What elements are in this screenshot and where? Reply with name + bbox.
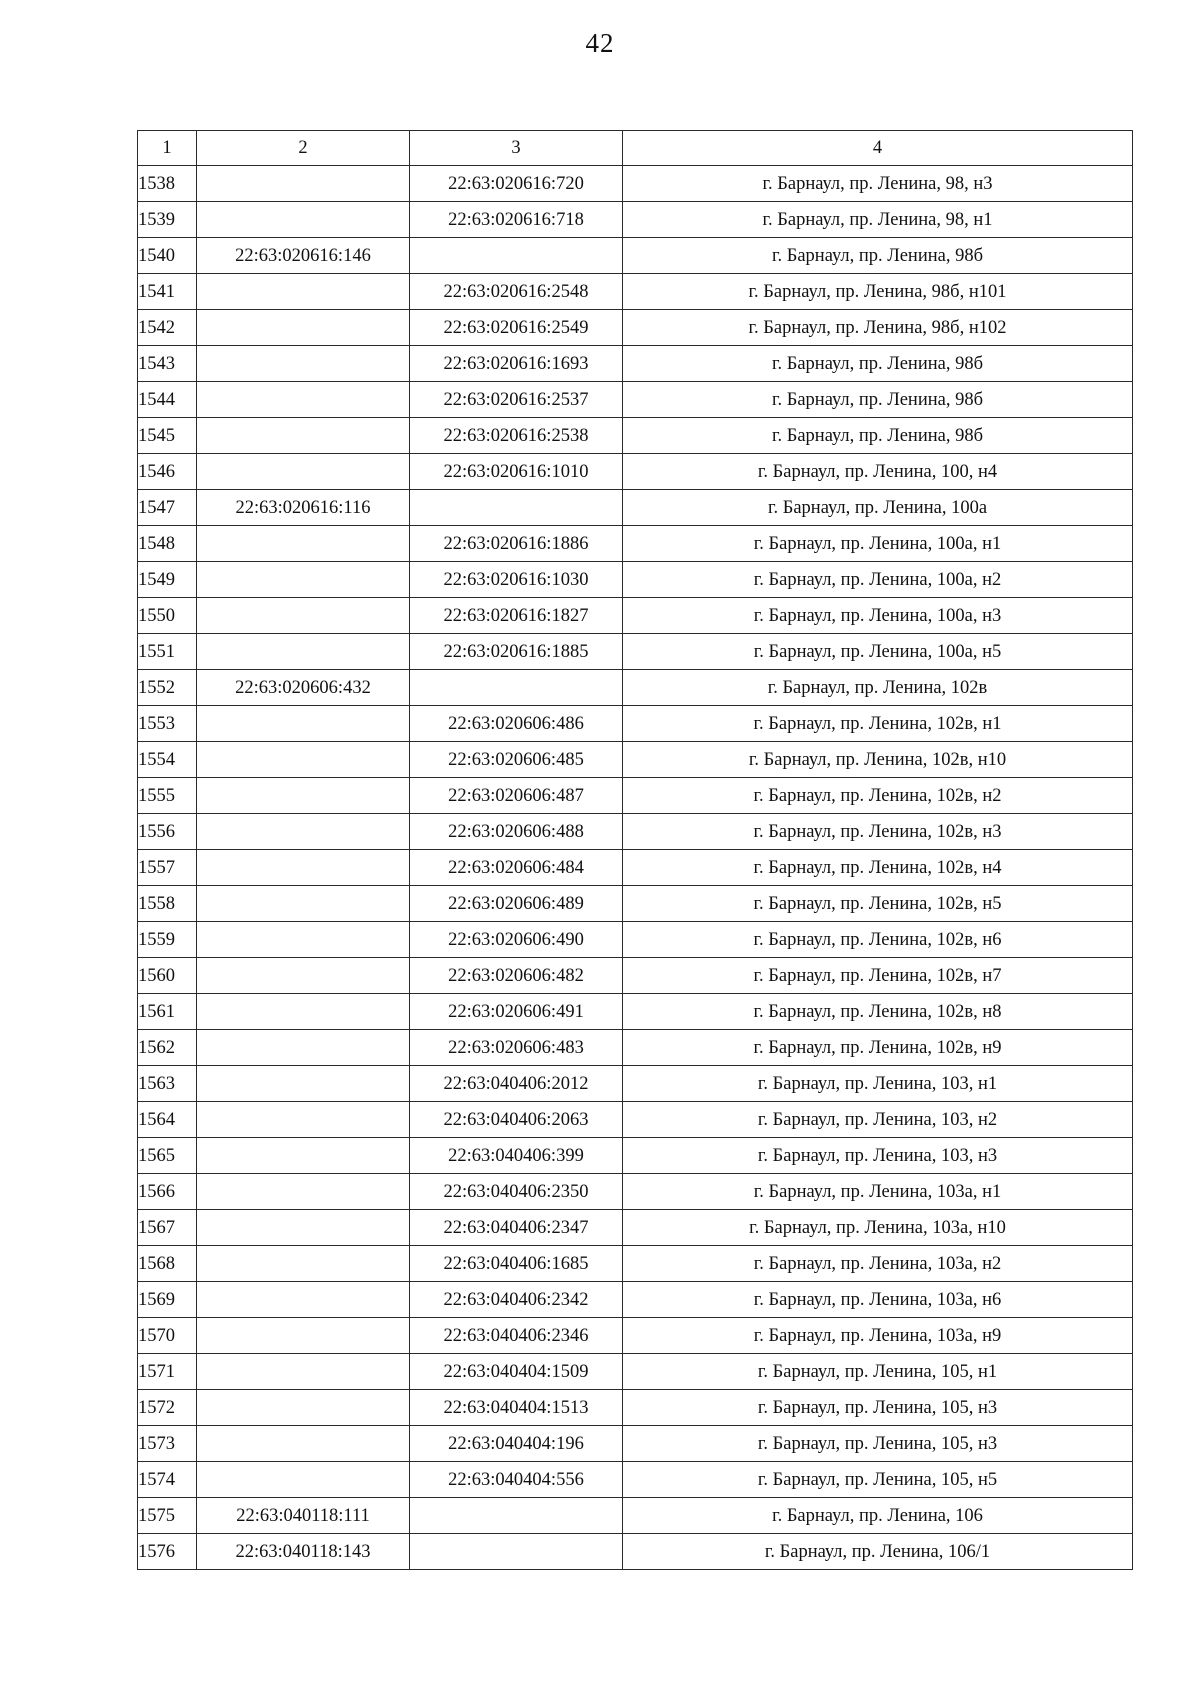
row-number-cell: 1550: [138, 598, 197, 634]
table-row: [138, 886, 1133, 922]
table-row: [138, 1066, 1133, 1102]
address-cell: г. Барнаул, пр. Ленина, 102в, н3: [623, 814, 1133, 850]
object-cadastral-number-cell: 22:63:020616:1886: [410, 526, 623, 562]
table-row: [138, 1102, 1133, 1138]
land-parcel-cadastral-number-cell: [197, 1210, 410, 1246]
address-cell: г. Барнаул, пр. Ленина, 106/1: [623, 1534, 1133, 1570]
row-number-cell: 1546: [138, 454, 197, 490]
object-cadastral-number-cell: 22:63:020616:1885: [410, 634, 623, 670]
address-cell: г. Барнаул, пр. Ленина, 102в: [623, 670, 1133, 706]
land-parcel-cadastral-number-cell: [197, 1138, 410, 1174]
table-row: [138, 526, 1133, 562]
table-row: [138, 346, 1133, 382]
table-row: [138, 1030, 1133, 1066]
land-parcel-cadastral-number-cell: [197, 1246, 410, 1282]
address-cell: г. Барнаул, пр. Ленина, 98б: [623, 382, 1133, 418]
row-number-cell: 1556: [138, 814, 197, 850]
object-cadastral-number-cell: 22:63:040406:2012: [410, 1066, 623, 1102]
row-number-cell: 1549: [138, 562, 197, 598]
table-row: [138, 562, 1133, 598]
table-row: [138, 454, 1133, 490]
table-row: [138, 814, 1133, 850]
object-cadastral-number-cell: 22:63:020616:2537: [410, 382, 623, 418]
object-cadastral-number-cell: 22:63:020606:488: [410, 814, 623, 850]
object-cadastral-number-cell: 22:63:020616:1693: [410, 346, 623, 382]
table-row: [138, 418, 1133, 454]
column-header-1: 1: [138, 131, 197, 166]
address-cell: г. Барнаул, пр. Ленина, 102в, н10: [623, 742, 1133, 778]
land-parcel-cadastral-number-cell: 22:63:020616:116: [197, 490, 410, 526]
object-cadastral-number-cell: [410, 238, 623, 274]
land-parcel-cadastral-number-cell: [197, 598, 410, 634]
table-row: [138, 778, 1133, 814]
row-number-cell: 1576: [138, 1534, 197, 1570]
address-cell: г. Барнаул, пр. Ленина, 103, н3: [623, 1138, 1133, 1174]
table-row: [138, 850, 1133, 886]
row-number-cell: 1543: [138, 346, 197, 382]
row-number-cell: 1565: [138, 1138, 197, 1174]
row-number-cell: 1552: [138, 670, 197, 706]
registry-table: [137, 130, 1133, 1570]
table-row: [138, 1354, 1133, 1390]
address-cell: г. Барнаул, пр. Ленина, 102в, н7: [623, 958, 1133, 994]
object-cadastral-number-cell: 22:63:020616:2548: [410, 274, 623, 310]
address-cell: г. Барнаул, пр. Ленина, 98, н1: [623, 202, 1133, 238]
row-number-cell: 1567: [138, 1210, 197, 1246]
address-cell: г. Барнаул, пр. Ленина, 102в, н5: [623, 886, 1133, 922]
address-cell: г. Барнаул, пр. Ленина, 103, н1: [623, 1066, 1133, 1102]
object-cadastral-number-cell: 22:63:020606:487: [410, 778, 623, 814]
table-row: [138, 274, 1133, 310]
address-cell: г. Барнаул, пр. Ленина, 100, н4: [623, 454, 1133, 490]
land-parcel-cadastral-number-cell: [197, 526, 410, 562]
land-parcel-cadastral-number-cell: 22:63:040118:111: [197, 1498, 410, 1534]
row-number-cell: 1544: [138, 382, 197, 418]
row-number-cell: 1548: [138, 526, 197, 562]
object-cadastral-number-cell: 22:63:020616:1030: [410, 562, 623, 598]
address-cell: г. Барнаул, пр. Ленина, 100а, н5: [623, 634, 1133, 670]
address-cell: г. Барнаул, пр. Ленина, 105, н5: [623, 1462, 1133, 1498]
address-cell: г. Барнаул, пр. Ленина, 100а, н2: [623, 562, 1133, 598]
page-number: 42: [585, 28, 615, 58]
table-row: [138, 1282, 1133, 1318]
table-row: [138, 382, 1133, 418]
object-cadastral-number-cell: 22:63:020616:720: [410, 166, 623, 202]
address-cell: г. Барнаул, пр. Ленина, 102в, н6: [623, 922, 1133, 958]
table-row: [138, 670, 1133, 706]
land-parcel-cadastral-number-cell: [197, 1030, 410, 1066]
address-cell: г. Барнаул, пр. Ленина, 103, н2: [623, 1102, 1133, 1138]
table-row: [138, 238, 1133, 274]
address-cell: г. Барнаул, пр. Ленина, 106: [623, 1498, 1133, 1534]
object-cadastral-number-cell: [410, 1498, 623, 1534]
address-cell: г. Барнаул, пр. Ленина, 98б: [623, 238, 1133, 274]
object-cadastral-number-cell: 22:63:020616:2538: [410, 418, 623, 454]
row-number-cell: 1568: [138, 1246, 197, 1282]
table-row: [138, 166, 1133, 202]
row-number-cell: 1573: [138, 1426, 197, 1462]
column-header-2: 2: [197, 131, 410, 166]
land-parcel-cadastral-number-cell: [197, 310, 410, 346]
address-cell: г. Барнаул, пр. Ленина, 105, н3: [623, 1390, 1133, 1426]
table-row: [138, 706, 1133, 742]
table-row: [138, 1318, 1133, 1354]
land-parcel-cadastral-number-cell: [197, 706, 410, 742]
row-number-cell: 1559: [138, 922, 197, 958]
land-parcel-cadastral-number-cell: [197, 1462, 410, 1498]
object-cadastral-number-cell: 22:63:040406:2346: [410, 1318, 623, 1354]
row-number-cell: 1553: [138, 706, 197, 742]
object-cadastral-number-cell: 22:63:020616:2549: [410, 310, 623, 346]
land-parcel-cadastral-number-cell: [197, 1102, 410, 1138]
row-number-cell: 1542: [138, 310, 197, 346]
row-number-cell: 1570: [138, 1318, 197, 1354]
table-row: [138, 1210, 1133, 1246]
table-row: [138, 1462, 1133, 1498]
table-row: [138, 634, 1133, 670]
address-cell: г. Барнаул, пр. Ленина, 102в, н8: [623, 994, 1133, 1030]
object-cadastral-number-cell: 22:63:020606:486: [410, 706, 623, 742]
land-parcel-cadastral-number-cell: [197, 778, 410, 814]
object-cadastral-number-cell: 22:63:040406:399: [410, 1138, 623, 1174]
land-parcel-cadastral-number-cell: [197, 634, 410, 670]
land-parcel-cadastral-number-cell: [197, 814, 410, 850]
address-cell: г. Барнаул, пр. Ленина, 102в, н9: [623, 1030, 1133, 1066]
land-parcel-cadastral-number-cell: [197, 1174, 410, 1210]
object-cadastral-number-cell: 22:63:020606:489: [410, 886, 623, 922]
address-cell: г. Барнаул, пр. Ленина, 103а, н1: [623, 1174, 1133, 1210]
column-header-3: 3: [410, 131, 623, 166]
land-parcel-cadastral-number-cell: [197, 1282, 410, 1318]
address-cell: г. Барнаул, пр. Ленина, 98б: [623, 418, 1133, 454]
land-parcel-cadastral-number-cell: [197, 562, 410, 598]
land-parcel-cadastral-number-cell: [197, 1318, 410, 1354]
address-cell: г. Барнаул, пр. Ленина, 105, н1: [623, 1354, 1133, 1390]
address-cell: г. Барнаул, пр. Ленина, 98, н3: [623, 166, 1133, 202]
object-cadastral-number-cell: [410, 1534, 623, 1570]
row-number-cell: 1547: [138, 490, 197, 526]
row-number-cell: 1555: [138, 778, 197, 814]
object-cadastral-number-cell: 22:63:020606:490: [410, 922, 623, 958]
table-row: [138, 310, 1133, 346]
table-body: [138, 166, 1133, 1570]
land-parcel-cadastral-number-cell: [197, 274, 410, 310]
land-parcel-cadastral-number-cell: [197, 418, 410, 454]
table-row: [138, 1498, 1133, 1534]
column-header-4: 4: [623, 131, 1133, 166]
address-cell: г. Барнаул, пр. Ленина, 98б, н102: [623, 310, 1133, 346]
row-number-cell: 1569: [138, 1282, 197, 1318]
table-row: [138, 742, 1133, 778]
address-cell: г. Барнаул, пр. Ленина, 103а, н6: [623, 1282, 1133, 1318]
land-parcel-cadastral-number-cell: [197, 1066, 410, 1102]
table-row: [138, 202, 1133, 238]
row-number-cell: 1572: [138, 1390, 197, 1426]
object-cadastral-number-cell: 22:63:040404:1509: [410, 1354, 623, 1390]
land-parcel-cadastral-number-cell: [197, 958, 410, 994]
address-cell: г. Барнаул, пр. Ленина, 105, н3: [623, 1426, 1133, 1462]
land-parcel-cadastral-number-cell: [197, 202, 410, 238]
address-cell: г. Барнаул, пр. Ленина, 102в, н4: [623, 850, 1133, 886]
table-row: [138, 958, 1133, 994]
object-cadastral-number-cell: 22:63:020606:491: [410, 994, 623, 1030]
row-number-cell: 1574: [138, 1462, 197, 1498]
object-cadastral-number-cell: 22:63:020606:482: [410, 958, 623, 994]
object-cadastral-number-cell: 22:63:040406:2342: [410, 1282, 623, 1318]
land-parcel-cadastral-number-cell: [197, 1426, 410, 1462]
table-row: [138, 1534, 1133, 1570]
row-number-cell: 1554: [138, 742, 197, 778]
table-row: [138, 490, 1133, 526]
row-number-cell: 1540: [138, 238, 197, 274]
object-cadastral-number-cell: 22:63:020606:483: [410, 1030, 623, 1066]
land-parcel-cadastral-number-cell: [197, 886, 410, 922]
object-cadastral-number-cell: [410, 670, 623, 706]
address-cell: г. Барнаул, пр. Ленина, 102в, н1: [623, 706, 1133, 742]
row-number-cell: 1561: [138, 994, 197, 1030]
row-number-cell: 1575: [138, 1498, 197, 1534]
land-parcel-cadastral-number-cell: [197, 922, 410, 958]
land-parcel-cadastral-number-cell: [197, 850, 410, 886]
row-number-cell: 1562: [138, 1030, 197, 1066]
object-cadastral-number-cell: [410, 490, 623, 526]
table-row: [138, 1138, 1133, 1174]
address-cell: г. Барнаул, пр. Ленина, 103а, н2: [623, 1246, 1133, 1282]
address-cell: г. Барнаул, пр. Ленина, 100а, н1: [623, 526, 1133, 562]
row-number-cell: 1571: [138, 1354, 197, 1390]
row-number-cell: 1558: [138, 886, 197, 922]
object-cadastral-number-cell: 22:63:020616:1010: [410, 454, 623, 490]
table-row: [138, 1174, 1133, 1210]
address-cell: г. Барнаул, пр. Ленина, 103а, н10: [623, 1210, 1133, 1246]
land-parcel-cadastral-number-cell: [197, 346, 410, 382]
address-cell: г. Барнаул, пр. Ленина, 103а, н9: [623, 1318, 1133, 1354]
row-number-cell: 1538: [138, 166, 197, 202]
object-cadastral-number-cell: 22:63:040404:1513: [410, 1390, 623, 1426]
table-row: [138, 1390, 1133, 1426]
row-number-cell: 1545: [138, 418, 197, 454]
address-cell: г. Барнаул, пр. Ленина, 98б, н101: [623, 274, 1133, 310]
row-number-cell: 1541: [138, 274, 197, 310]
object-cadastral-number-cell: 22:63:020606:485: [410, 742, 623, 778]
land-parcel-cadastral-number-cell: [197, 1390, 410, 1426]
land-parcel-cadastral-number-cell: [197, 454, 410, 490]
object-cadastral-number-cell: 22:63:040404:196: [410, 1426, 623, 1462]
object-cadastral-number-cell: 22:63:040404:556: [410, 1462, 623, 1498]
object-cadastral-number-cell: 22:63:040406:2347: [410, 1210, 623, 1246]
land-parcel-cadastral-number-cell: 22:63:020606:432: [197, 670, 410, 706]
table-row: [138, 1246, 1133, 1282]
object-cadastral-number-cell: 22:63:040406:1685: [410, 1246, 623, 1282]
land-parcel-cadastral-number-cell: [197, 1354, 410, 1390]
land-parcel-cadastral-number-cell: [197, 994, 410, 1030]
object-cadastral-number-cell: 22:63:020616:718: [410, 202, 623, 238]
row-number-cell: 1563: [138, 1066, 197, 1102]
table-row: [138, 922, 1133, 958]
land-parcel-cadastral-number-cell: 22:63:020616:146: [197, 238, 410, 274]
row-number-cell: 1551: [138, 634, 197, 670]
address-cell: г. Барнаул, пр. Ленина, 100а, н3: [623, 598, 1133, 634]
land-parcel-cadastral-number-cell: [197, 742, 410, 778]
address-cell: г. Барнаул, пр. Ленина, 100а: [623, 490, 1133, 526]
table-row: [138, 994, 1133, 1030]
header-row: [138, 131, 1133, 166]
address-cell: г. Барнаул, пр. Ленина, 98б: [623, 346, 1133, 382]
address-cell: г. Барнаул, пр. Ленина, 102в, н2: [623, 778, 1133, 814]
object-cadastral-number-cell: 22:63:040406:2063: [410, 1102, 623, 1138]
row-number-cell: 1557: [138, 850, 197, 886]
table-row: [138, 1426, 1133, 1462]
object-cadastral-number-cell: 22:63:020616:1827: [410, 598, 623, 634]
row-number-cell: 1564: [138, 1102, 197, 1138]
object-cadastral-number-cell: 22:63:020606:484: [410, 850, 623, 886]
row-number-cell: 1566: [138, 1174, 197, 1210]
land-parcel-cadastral-number-cell: 22:63:040118:143: [197, 1534, 410, 1570]
row-number-cell: 1560: [138, 958, 197, 994]
object-cadastral-number-cell: 22:63:040406:2350: [410, 1174, 623, 1210]
land-parcel-cadastral-number-cell: [197, 382, 410, 418]
table-row: [138, 598, 1133, 634]
land-parcel-cadastral-number-cell: [197, 166, 410, 202]
row-number-cell: 1539: [138, 202, 197, 238]
